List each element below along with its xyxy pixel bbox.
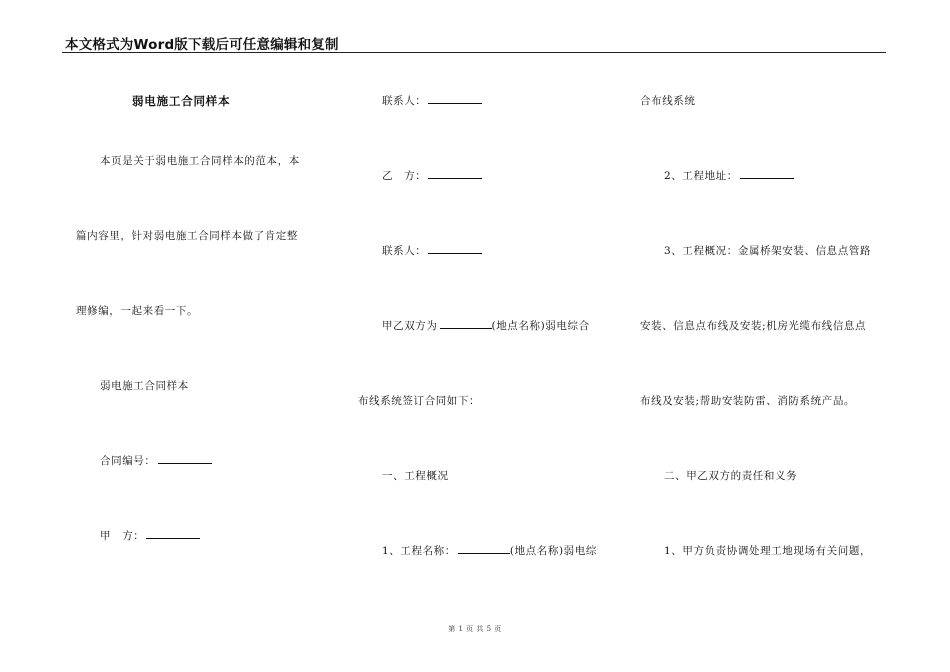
contact-2-blank bbox=[428, 244, 482, 254]
project-address-field bbox=[664, 168, 794, 183]
contract-number-label: 合同编号： bbox=[100, 455, 156, 467]
party-b-field bbox=[382, 168, 482, 183]
page-number-footer: 第 1 页 共 5 页 bbox=[448, 625, 502, 633]
section-heading-2: 二、甲乙双方的责任和义务 bbox=[664, 470, 798, 482]
project-name-field bbox=[382, 543, 597, 558]
overview-line-2: 安装、信息点布线及安装;机房光缆布线信息点 bbox=[640, 320, 867, 332]
project-name-suffix: (地点名称)弱电综 bbox=[509, 545, 597, 557]
contact-1-field bbox=[382, 93, 482, 108]
party-a-label: 甲 方： bbox=[100, 530, 145, 542]
contract-subtitle: 弱电施工合同样本 bbox=[100, 380, 189, 392]
contact-1-blank bbox=[428, 94, 482, 104]
contract-number-blank bbox=[158, 454, 212, 464]
location-blank-1 bbox=[440, 319, 492, 329]
duty-line-1: 1、甲方负责协调处理工地现场有关问题， bbox=[664, 545, 872, 557]
party-b-blank bbox=[428, 169, 482, 179]
overview-line-3: 布线及安装;帮助安装防雷、消防系统产品。 bbox=[640, 395, 856, 407]
party-a-blank bbox=[146, 529, 200, 539]
project-address-blank bbox=[740, 169, 794, 179]
contact-1-label: 联系人： bbox=[382, 95, 427, 107]
agreement-prefix: 甲乙双方为 bbox=[382, 320, 438, 332]
page-header-title: 本文格式为Word版下载后可任意编辑和复制 bbox=[65, 37, 339, 53]
document-title: 弱电施工合同样本 bbox=[132, 94, 231, 108]
contact-2-label: 联系人： bbox=[382, 245, 427, 257]
location-blank-2 bbox=[458, 544, 510, 554]
header-divider bbox=[62, 52, 886, 53]
section-heading-1: 一、工程概况 bbox=[382, 470, 449, 482]
intro-line-3: 理修编，一起来看一下。 bbox=[76, 305, 199, 317]
party-a-field bbox=[100, 528, 200, 543]
contact-2-field bbox=[382, 243, 482, 258]
agreement-line-1 bbox=[382, 318, 590, 333]
intro-line-2: 篇内容里，针对弱电施工合同样本做了肯定整 bbox=[76, 230, 298, 242]
agreement-line-2: 布线系统签订合同如下： bbox=[358, 395, 481, 407]
project-address-label: 2、工程地址： bbox=[664, 170, 738, 182]
agreement-suffix: (地点名称)弱电综合 bbox=[491, 320, 590, 332]
project-name-label: 1、工程名称： bbox=[382, 545, 456, 557]
right-line-1: 合布线系统 bbox=[640, 95, 696, 107]
overview-line-1: 3、工程概况：金属桥架安装、信息点管路 bbox=[664, 245, 872, 257]
contract-number-field bbox=[100, 453, 212, 468]
party-b-label: 乙 方： bbox=[382, 170, 427, 182]
intro-line-1: 本页是关于弱电施工合同样本的范本，本 bbox=[100, 155, 300, 167]
